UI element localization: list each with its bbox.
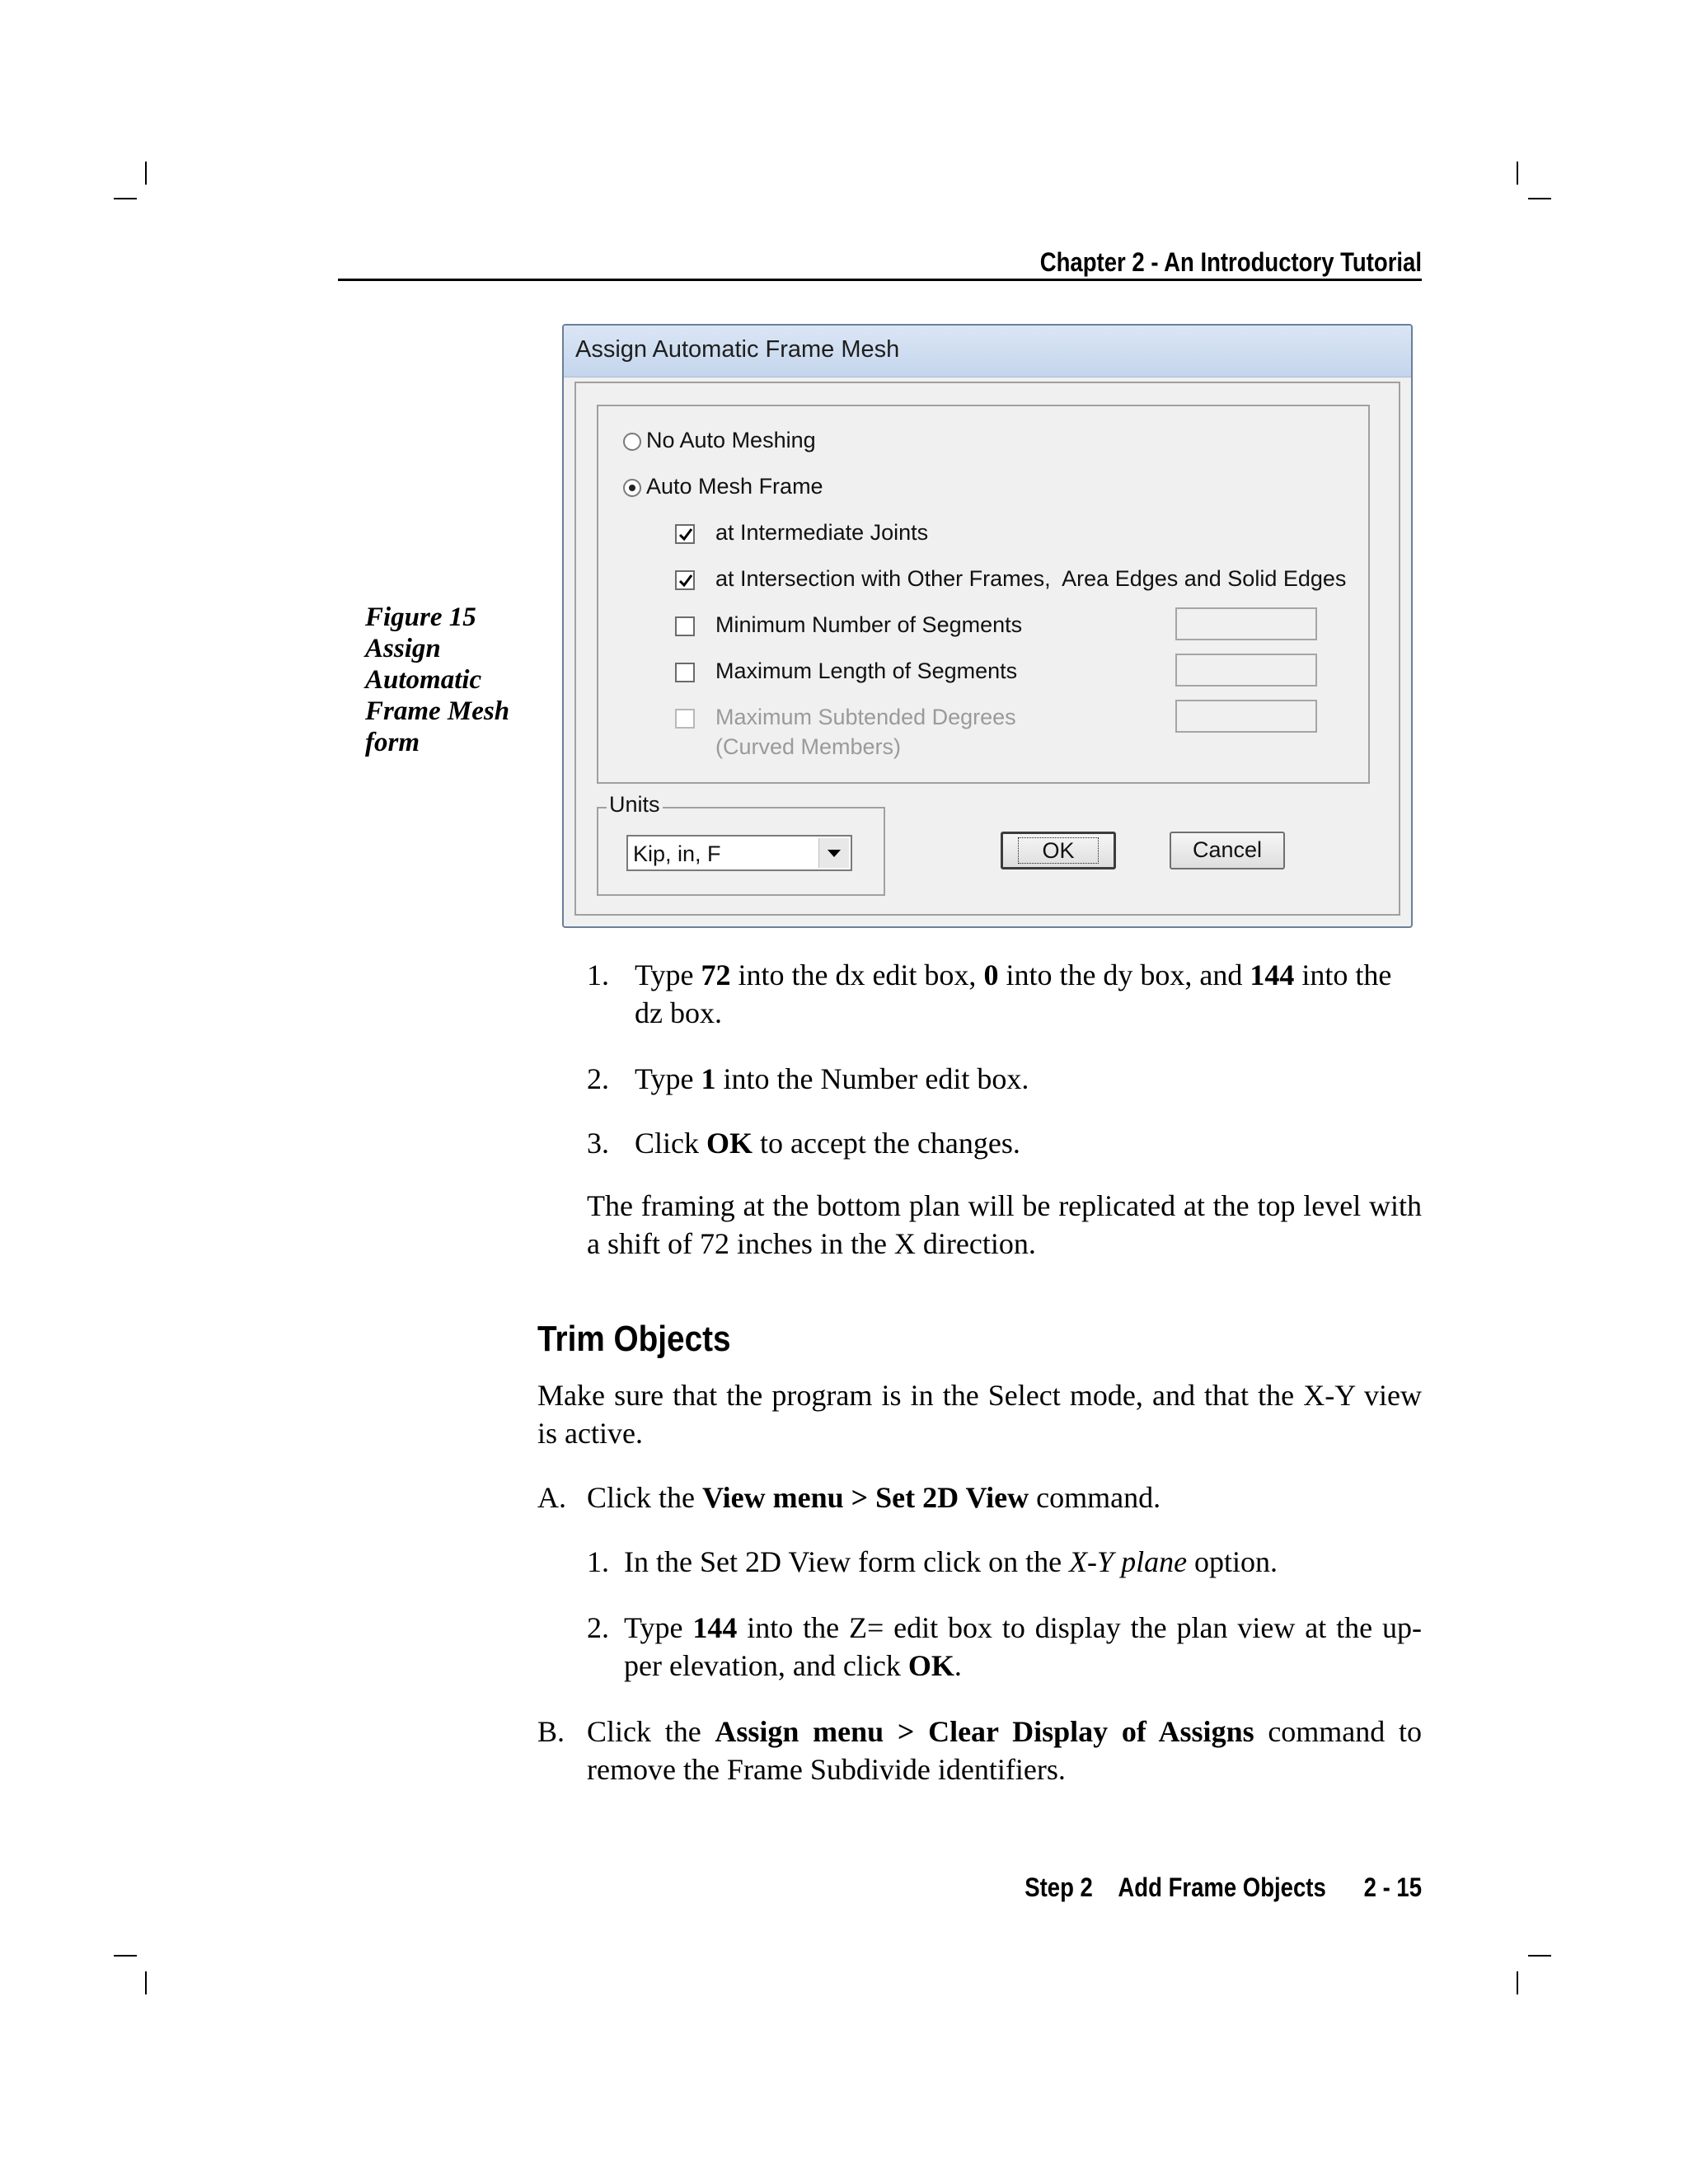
section-heading: Trim Objects — [537, 1319, 731, 1359]
units-group — [597, 792, 885, 896]
min-segments-label: Minimum Number of Segments — [715, 612, 1023, 637]
crop-mark-top-right — [1528, 198, 1551, 199]
caption-line: Frame Mesh — [365, 696, 510, 726]
check-icon — [678, 527, 694, 543]
crop-mark-top-left — [114, 198, 137, 199]
max-degrees-label: Maximum Subtended Degrees — [715, 705, 1016, 729]
substep-text: In the Set 2D View form click on the X-Y plane option. — [624, 1545, 1278, 1578]
page-footer — [1015, 1872, 1423, 1903]
framing-note: The framing at the bottom plan will be replicated at the top level with a shift of 72 inches in the X direction. — [587, 1189, 1422, 1260]
auto-mesh-frame-label: Auto Mesh Frame — [646, 474, 823, 499]
caption-line: Automatic — [365, 665, 482, 695]
mesh-options-group — [597, 405, 1370, 784]
intersection-label: at Intersection with Other Frames, Area Edges and Solid Edges — [715, 566, 1347, 591]
step-number: 3. — [587, 1127, 609, 1160]
figure-caption — [365, 602, 530, 758]
substep-number: 1. — [587, 1545, 609, 1578]
intersection-checkbox[interactable] — [675, 570, 695, 590]
dropdown-arrow-icon[interactable] — [818, 838, 849, 868]
crop-mark-top-right — [1517, 162, 1518, 185]
crop-mark-bottom-right — [1517, 1971, 1518, 1994]
footer-title: Add Frame Objects — [1118, 1872, 1326, 1902]
crop-mark-bottom-right — [1528, 1955, 1551, 1957]
assign-frame-mesh-dialog — [562, 324, 1413, 928]
max-length-field[interactable] — [1175, 654, 1317, 687]
step-text: Type 72 into the dx edit box, 0 into the dy box, and 144 into the dz box. — [635, 958, 1392, 1029]
step-number: 1. — [587, 958, 609, 991]
no-auto-meshing-label: No Auto Meshing — [646, 428, 816, 452]
dialog-client-area — [574, 382, 1400, 916]
check-icon — [678, 573, 694, 589]
crop-mark-top-left — [145, 162, 147, 185]
footer-step: Step 2 — [1025, 1872, 1093, 1902]
crop-mark-bottom-left — [114, 1955, 137, 1957]
caption-line: Assign — [365, 634, 441, 663]
max-degrees-checkbox — [675, 709, 695, 729]
crop-mark-bottom-left — [145, 1971, 147, 1994]
units-dropdown[interactable] — [626, 835, 852, 871]
substep-number: 2. — [587, 1611, 609, 1644]
page-number: 2 - 15 — [1363, 1872, 1422, 1902]
step-label: B. — [537, 1715, 565, 1748]
units-value: Kip, in, F — [633, 841, 721, 866]
ok-button[interactable] — [1001, 832, 1116, 869]
running-header: Chapter 2 - An Introductory Tutorial — [1039, 247, 1422, 277]
intermediate-joints-checkbox[interactable] — [675, 524, 695, 544]
curved-members-label: (Curved Members) — [715, 734, 902, 759]
caption-line: Figure 15 — [365, 602, 476, 632]
dialog-title: Assign Automatic Frame Mesh — [575, 336, 900, 363]
min-segments-field[interactable] — [1175, 607, 1317, 640]
step-number: 2. — [587, 1062, 609, 1095]
cancel-button[interactable]: Cancel — [1170, 832, 1285, 869]
step-text: Click the View menu > Set 2D View command. — [587, 1481, 1161, 1514]
step-text: Click OK to accept the changes. — [635, 1127, 1020, 1160]
units-label: Units — [607, 792, 663, 818]
substep-text: Type 144 into the Z= edit box to display the plan view at the up-per elevation, and click OK. — [624, 1611, 1422, 1682]
min-segments-checkbox[interactable] — [675, 616, 695, 636]
dialog-titlebar[interactable] — [564, 326, 1411, 377]
max-length-checkbox[interactable] — [675, 663, 695, 682]
caption-line: form — [365, 728, 420, 757]
step-label: A. — [537, 1481, 566, 1514]
no-auto-meshing-radio[interactable] — [623, 433, 641, 451]
ok-button-label: OK — [1019, 838, 1097, 863]
step-text: Click the Assign menu > Clear Display of Assigns command to remove the Frame Subdivide identifiers. — [587, 1715, 1422, 1786]
max-length-label: Maximum Length of Segments — [715, 658, 1018, 683]
section-intro: Make sure that the program is in the Select mode, and that the X-Y view is active. — [537, 1379, 1422, 1450]
header-rule — [338, 279, 1422, 281]
intermediate-joints-label: at Intermediate Joints — [715, 520, 929, 545]
max-degrees-field — [1175, 700, 1317, 733]
step-text: Type 1 into the Number edit box. — [635, 1062, 1029, 1095]
auto-mesh-frame-radio[interactable] — [623, 479, 641, 497]
